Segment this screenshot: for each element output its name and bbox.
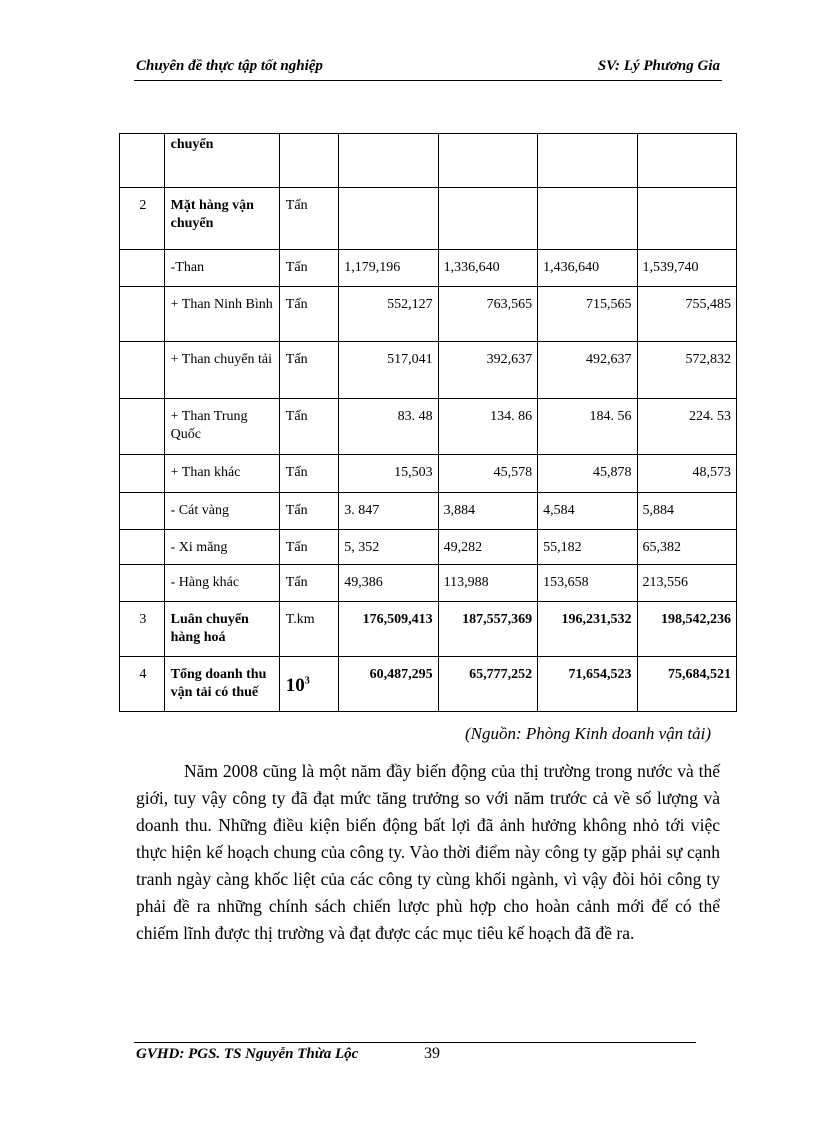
cell-unit: Tấn [279, 565, 338, 602]
cell-value: 715,565 [538, 287, 637, 342]
cell-value: 15,503 [339, 455, 438, 493]
cell-value [637, 134, 736, 188]
cell-value [538, 134, 637, 188]
cell-value: 113,988 [438, 565, 537, 602]
table-row [120, 188, 737, 250]
unit-power: $10^3$ [285, 675, 310, 697]
cell-value: 1,179,196 [339, 250, 438, 287]
page-number: 39 [424, 1045, 440, 1062]
cell-value: 176,509,413 [339, 602, 438, 657]
body-paragraph: Năm 2008 cũng là một năm đầy biến động của thị trường trong nước và thế giới, tuy vậy công ty đã đạt mức tăng trưởng so với năm trước cả về số lượng và doanh thu. Những điều kiện biến động bất lợi đã ảnh hưởng không nhỏ tới việc thực hiện kế hoạch chung của công ty. Vào thời điểm này công ty gặp phải sự cạnh tranh ngày càng khốc liệt của các công ty cùng khối ngành, vì vậy đòi hỏi công ty phải đề ra những chính sách chiến lược phù hợp cho hoàn cảnh mới để có thể chiếm lĩnh được thị trường và đạt được các mục tiêu kế hoạch đã đề ra. [136, 761, 720, 943]
cell-value: 49,282 [438, 530, 537, 565]
cell-item: - Hàng khác [164, 565, 279, 602]
table-row [120, 399, 737, 455]
cell-value: 552,127 [339, 287, 438, 342]
cell-no [120, 530, 165, 565]
cell-value: 3. 847 [339, 493, 438, 530]
cell-value [438, 134, 537, 188]
cell-value: 224. 53 [637, 399, 736, 455]
cell-item: -Than [164, 250, 279, 287]
cell-value: 134. 86 [438, 399, 537, 455]
cell-value [339, 134, 438, 188]
cell-no: 3 [120, 602, 165, 657]
cell-value: 392,637 [438, 342, 537, 399]
cell-value [637, 188, 736, 250]
cell-no: 4 [120, 657, 165, 712]
table-row [120, 493, 737, 530]
cell-value: 75,684,521 [637, 657, 736, 712]
cell-no [120, 493, 165, 530]
cell-value: 492,637 [538, 342, 637, 399]
cell-value: 48,573 [637, 455, 736, 493]
cell-no [120, 342, 165, 399]
cell-unit: Tấn [279, 188, 338, 250]
cell-value [438, 188, 537, 250]
cell-value: 755,485 [637, 287, 736, 342]
cell-unit: Tấn [279, 399, 338, 455]
cell-value: 198,542,236 [637, 602, 736, 657]
table-row [120, 342, 737, 399]
header-student: SV: Lý Phương Gia [597, 58, 720, 74]
cell-no [120, 455, 165, 493]
cell-item: chuyển [164, 134, 279, 188]
cell-unit: Tấn [279, 342, 338, 399]
cell-value: 1,436,640 [538, 250, 637, 287]
cell-item: - Xi măng [164, 530, 279, 565]
cell-no [120, 134, 165, 188]
cell-no [120, 565, 165, 602]
cell-item: + Than Trung Quốc [164, 399, 279, 455]
cell-item: Mặt hàng vận chuyển [164, 188, 279, 250]
table-row [120, 530, 737, 565]
transport-table [119, 133, 737, 712]
table-row [120, 134, 737, 188]
cell-value: 763,565 [438, 287, 537, 342]
table-row [120, 287, 737, 342]
cell-value: 83. 48 [339, 399, 438, 455]
footer-advisor: GVHD: PGS. TS Nguyễn Thừa Lộc [136, 1046, 359, 1062]
table-row [120, 565, 737, 602]
table-row [120, 657, 737, 712]
cell-value: 4,584 [538, 493, 637, 530]
cell-value: 55,182 [538, 530, 637, 565]
cell-item: + Than chuyển tải [164, 342, 279, 399]
cell-value: 153,658 [538, 565, 637, 602]
table-row [120, 602, 737, 657]
cell-value: 5, 352 [339, 530, 438, 565]
cell-unit [279, 657, 338, 712]
table-row [120, 455, 737, 493]
cell-no: 2 [120, 188, 165, 250]
cell-value: 45,878 [538, 455, 637, 493]
cell-value: 572,832 [637, 342, 736, 399]
cell-item: + Than khác [164, 455, 279, 493]
table-row [120, 250, 737, 287]
cell-value: 60,487,295 [339, 657, 438, 712]
cell-value [538, 188, 637, 250]
cell-value: 1,539,740 [637, 250, 736, 287]
cell-item: Luân chuyển hàng hoá [164, 602, 279, 657]
cell-value: 184. 56 [538, 399, 637, 455]
cell-value: 71,654,523 [538, 657, 637, 712]
cell-value: 5,884 [637, 493, 736, 530]
cell-value: 517,041 [339, 342, 438, 399]
cell-value: 65,382 [637, 530, 736, 565]
cell-value: 45,578 [438, 455, 537, 493]
cell-unit [279, 134, 338, 188]
header-title: Chuyên đề thực tập tốt nghiệp [136, 58, 323, 74]
table-source-note: (Nguồn: Phòng Kinh doanh vận tải) [464, 724, 711, 743]
cell-unit: Tấn [279, 287, 338, 342]
cell-unit: Tấn [279, 250, 338, 287]
cell-unit: Tấn [279, 455, 338, 493]
cell-value: 213,556 [637, 565, 736, 602]
cell-no [120, 287, 165, 342]
cell-value: 49,386 [339, 565, 438, 602]
cell-value: 65,777,252 [438, 657, 537, 712]
cell-value: 196,231,532 [538, 602, 637, 657]
footer-rule [134, 1042, 696, 1043]
cell-item: + Than Ninh Bình [164, 287, 279, 342]
cell-no [120, 399, 165, 455]
cell-unit: T.km [279, 602, 338, 657]
cell-value: 3,884 [438, 493, 537, 530]
cell-unit: Tấn [279, 530, 338, 565]
cell-unit: Tấn [279, 493, 338, 530]
cell-item: - Cát vàng [164, 493, 279, 530]
cell-value [339, 188, 438, 250]
page-header [134, 56, 722, 81]
cell-item: Tổng doanh thu vận tải có thuế [164, 657, 279, 712]
cell-value: 187,557,369 [438, 602, 537, 657]
cell-no [120, 250, 165, 287]
cell-value: 1,336,640 [438, 250, 537, 287]
